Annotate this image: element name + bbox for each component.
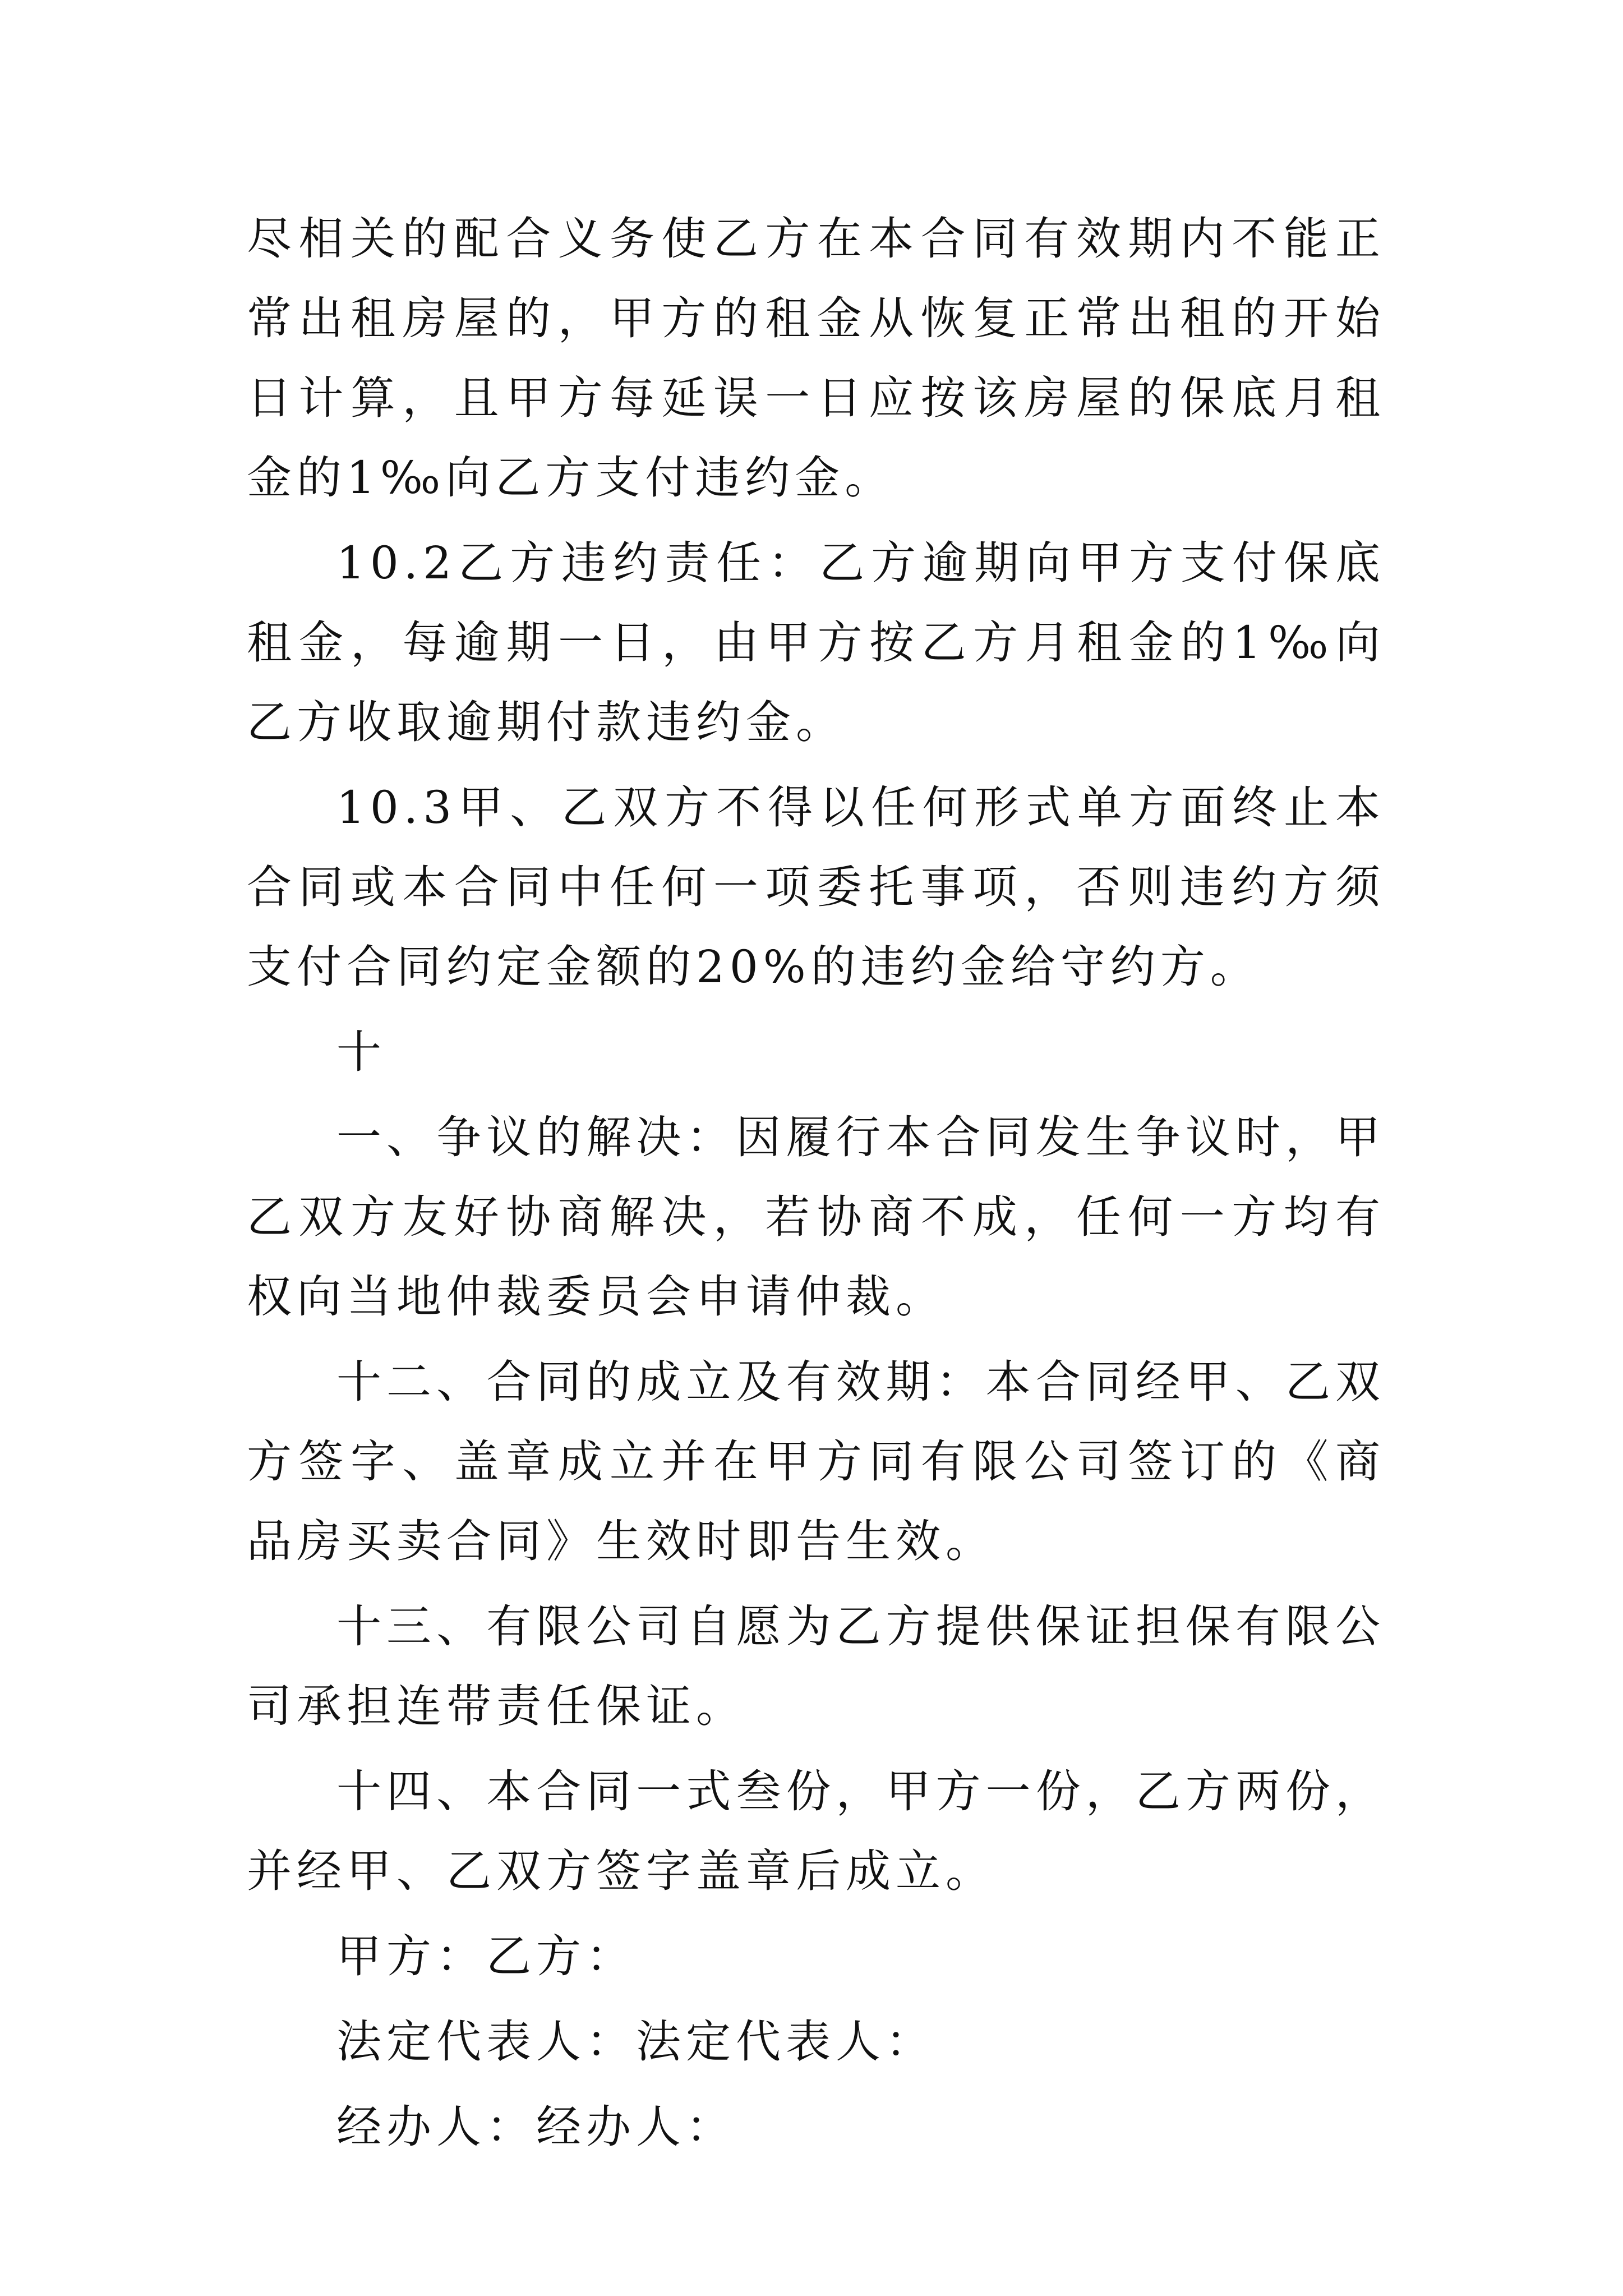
paragraph-guarantee: 十三、有限公司自愿为乙方提供保证担保有限公司承担连带责任保证。: [247, 1600, 1385, 1732]
paragraph-copies: 十四、本合同一式叁份，甲方一份，乙方两份，并经甲、乙双方签字盖章后成立。: [247, 1765, 1385, 1897]
signature-legal-representative: 法定代表人：法定代表人：: [336, 2016, 935, 2068]
paragraph-clause-10-2: 10.2乙方违约责任：乙方逾期向甲方支付保底租金，每逾期一日，由甲方按乙方月租金的1‰向乙方收取逾期付款违约金。: [247, 537, 1385, 748]
paragraph-clause-10-3: 10.3甲、乙双方不得以任何形式单方面终止本合同或本合同中任何一项委托事项，否则违约方须支付合同约定金额的20%的违约金给守约方。: [247, 781, 1385, 993]
document-body: [247, 199, 1385, 2173]
signature-parties: 甲方：乙方：: [336, 1930, 636, 1982]
paragraph-dispute-resolution: 一、争议的解决：因履行本合同发生争议时，甲乙双方友好协商解决，若协商不成，任何一方均有权向当地仲裁委员会申请仲裁。: [247, 1111, 1385, 1323]
signature-agent: 经办人：经办人：: [336, 2101, 736, 2153]
paragraph-clause-heading-ten: 十: [336, 1026, 386, 1078]
paragraph-liability-continuation: 尽相关的配合义务使乙方在本合同有效期内不能正常出租房屋的，甲方的租金从恢复正常出租的开始日计算，且甲方每延误一日应按该房屋的保底月租金的1‰向乙方支付违约金。: [247, 213, 1385, 504]
paragraph-contract-effectiveness: 十二、合同的成立及有效期：本合同经甲、乙双方签字、盖章成立并在甲方同有限公司签订的《商品房买卖合同》生效时即告生效。: [247, 1356, 1385, 1567]
